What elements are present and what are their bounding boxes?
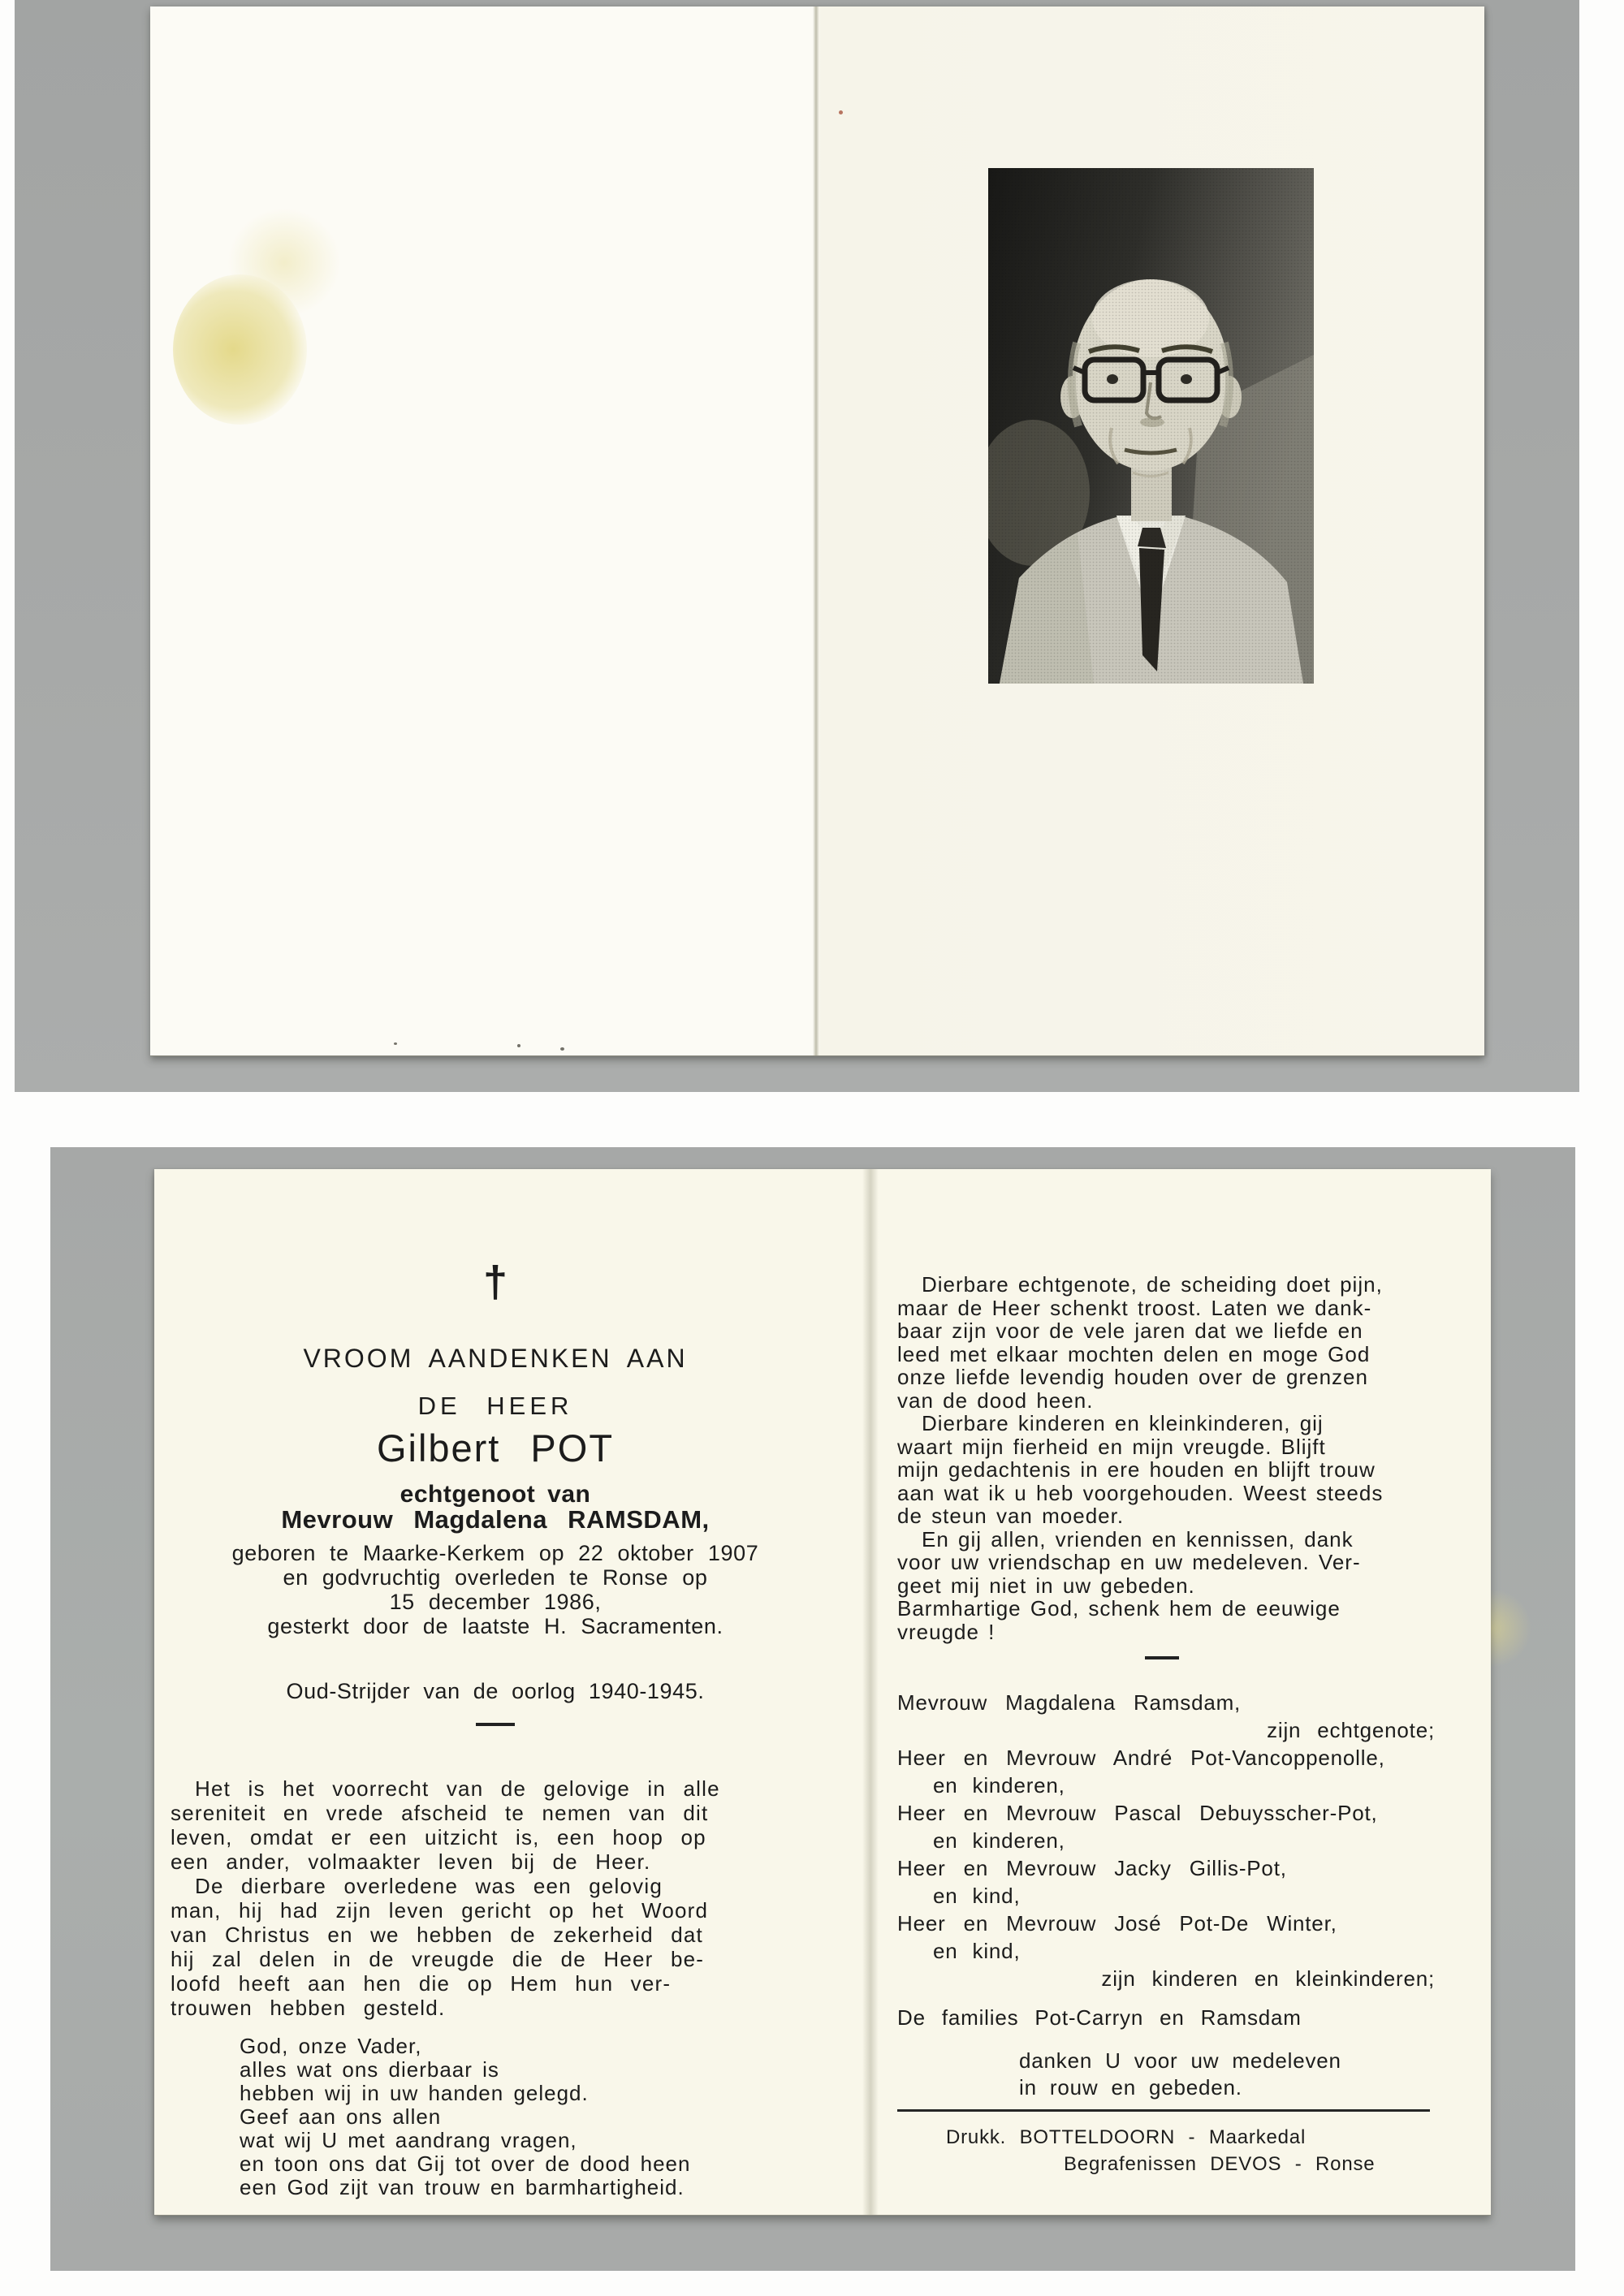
- text-line: onze liefde levendig houden over de grenzen: [897, 1365, 1368, 1389]
- dust-speck: [394, 1042, 397, 1045]
- spouse-intro: echtgenoot van: [400, 1481, 591, 1508]
- paragraph-deceased: [171, 1874, 820, 2020]
- text-line: sereniteit en vrede afscheid te nemen van dit: [171, 1801, 709, 1825]
- farewell-paragraphs: [897, 1273, 1435, 1643]
- text-line: danken U voor uw medeleven: [1019, 2048, 1341, 2073]
- text-line: maar de Heer schenkt troost. Laten we dank-: [897, 1295, 1372, 1320]
- funeral-home-line: Begrafenissen DEVOS - Ronse: [1064, 2153, 1376, 2175]
- printer-line: Drukk. BOTTELDOORN - Maarkedal: [946, 2126, 1307, 2148]
- text-line: Geef aan ons allen: [240, 2104, 442, 2129]
- family-list-row: en kinderen,: [933, 1828, 1065, 1853]
- text-line: een ander, volmaakter leven bij de Heer.: [171, 1849, 651, 1874]
- text-line: van Christus en we hebben de zekerheid dat: [171, 1923, 703, 1947]
- portrait-illustration: [988, 168, 1314, 684]
- text-line: loofd heeft aan hen die op Hem hun ver-: [171, 1971, 672, 1996]
- text-line: van de dood heen.: [897, 1388, 1094, 1413]
- text-line: baar zijn voor de vele jaren dat we liefde en: [897, 1318, 1363, 1343]
- family-list-row: Heer en Mevrouw Pascal Debuysscher-Pot,: [897, 1801, 1378, 1825]
- text-line: gesterkt door de laatste H. Sacramenten.: [267, 1614, 723, 1638]
- printer-divider-rule: [897, 2109, 1430, 2112]
- family-list-row: Heer en Mevrouw José Pot-De Winter,: [897, 1911, 1337, 1936]
- text-line: en toon ons dat Gij tot over de dood heen: [240, 2151, 691, 2176]
- text-line: trouwen hebben gesteld.: [171, 1996, 446, 2020]
- family-list: [897, 1689, 1435, 2031]
- title-heading: DE HEER: [417, 1392, 573, 1420]
- text-line: God, onze Vader,: [240, 2034, 422, 2058]
- halftone-overlay: [988, 168, 1314, 684]
- divider-dash: [476, 1723, 515, 1726]
- paragraph-to-friends: [897, 1528, 1435, 1598]
- family-list-row: De families Pot-Carryn en Ramsdam: [897, 2005, 1302, 2030]
- dust-speck: [517, 1044, 520, 1047]
- text-line: een God zijt van trouw en barmhartigheid.: [240, 2175, 685, 2199]
- family-list-row: Heer en Mevrouw André Pot-Vancoppenolle,: [897, 1746, 1385, 1770]
- yellow-stain-halo: [227, 208, 341, 317]
- text-line: man, hij had zijn leven gericht op het Woord: [171, 1898, 709, 1923]
- card-front-cover: [150, 6, 1484, 1056]
- text-line: de steun van moeder.: [897, 1504, 1125, 1528]
- red-speck: [839, 110, 843, 114]
- deceased-name: Gilbert POT: [376, 1426, 615, 1470]
- text-line: waart mijn fierheid en mijn vreugde. Blijft: [897, 1434, 1326, 1459]
- family-list-row: Heer en Mevrouw Jacky Gillis-Pot,: [897, 1856, 1287, 1880]
- fold-crease: [862, 1169, 879, 2215]
- text-line: leven, omdat er een uitzicht is, een hoop op: [171, 1825, 706, 1849]
- left-page-paragraphs: [171, 1776, 820, 2020]
- deceased-portrait-photo: [988, 168, 1314, 684]
- text-line: aan wat ik u heb voorgehouden. Weest steeds: [897, 1480, 1384, 1505]
- veteran-line: Oud-Strijder van de oorlog 1940-1945.: [286, 1679, 705, 1703]
- text-line: leed met elkaar mochten delen en moge God: [897, 1341, 1371, 1366]
- card-inside-spread: [154, 1169, 1491, 2216]
- scan-inside-spread: [50, 1147, 1575, 2271]
- text-line: in rouw en gebeden.: [1019, 2075, 1242, 2100]
- text-line: wat wij U met aandrang vragen,: [240, 2128, 577, 2152]
- text-line: geet mij niet in uw gebeden.: [897, 1573, 1195, 1598]
- cross-icon: †: [482, 1258, 508, 1306]
- family-list-row: zijn kinderen en kleinkinderen;: [1101, 1966, 1435, 1991]
- paragraph-god: [897, 1597, 1435, 1643]
- prayer-text: [171, 2035, 820, 2199]
- thanks-lines: [897, 2048, 1435, 2101]
- birth-death-dates: [171, 1541, 820, 1638]
- paragraph-to-children: [897, 1412, 1435, 1528]
- paragraph-faith: [171, 1776, 820, 1874]
- fold-crease: [813, 6, 819, 1055]
- dust-speck: [560, 1047, 564, 1051]
- text-line: En gij allen, vrienden en kennissen, dank: [922, 1526, 1354, 1552]
- paragraph-to-wife: [897, 1273, 1435, 1412]
- spouse-name: Mevrouw Magdalena RAMSDAM,: [281, 1505, 710, 1534]
- text-line: De dierbare overledene was een gelovig: [195, 1874, 663, 1898]
- text-line: Het is het voorrecht van de gelovige in alle: [195, 1776, 720, 1801]
- text-line: Dierbare echtgenote, de scheiding doet pijn,: [922, 1272, 1383, 1297]
- text-line: en godvruchtig overleden te Ronse op: [283, 1565, 708, 1590]
- text-line: voor uw vriendschap en uw medeleven. Ver-: [897, 1550, 1361, 1574]
- text-line: geboren te Maarke-Kerkem op 22 oktober 1907: [231, 1541, 759, 1565]
- divider-dash: [1145, 1656, 1179, 1659]
- text-line: hebben wij in uw handen gelegd.: [240, 2081, 589, 2105]
- family-list-row: Mevrouw Magdalena Ramsdam,: [897, 1690, 1242, 1715]
- text-line: 15 december 1986,: [389, 1590, 602, 1614]
- scan-folded-cover: [15, 0, 1579, 1092]
- text-line: hij zal delen in de vreugde die de Heer be-: [171, 1947, 705, 1971]
- printer-credits: [897, 2124, 1435, 2177]
- text-line: Dierbare kinderen en kleinkinderen, gij: [922, 1411, 1324, 1435]
- family-list-row: en kinderen,: [933, 1773, 1065, 1798]
- memorial-heading: VROOM AANDENKEN AAN: [303, 1344, 688, 1373]
- family-list-row: en kind,: [933, 1884, 1021, 1908]
- text-line: mijn gedachtenis in ere houden en blijft trouw: [897, 1457, 1376, 1482]
- family-list-row: en kind,: [933, 1939, 1021, 1963]
- text-line: alles wat ons dierbaar is: [240, 2057, 499, 2082]
- text-line: vreugde !: [897, 1619, 996, 1644]
- family-list-row: zijn echtgenote;: [1267, 1718, 1435, 1742]
- text-line: Barmhartige God, schenk hem de eeuwige: [897, 1596, 1341, 1621]
